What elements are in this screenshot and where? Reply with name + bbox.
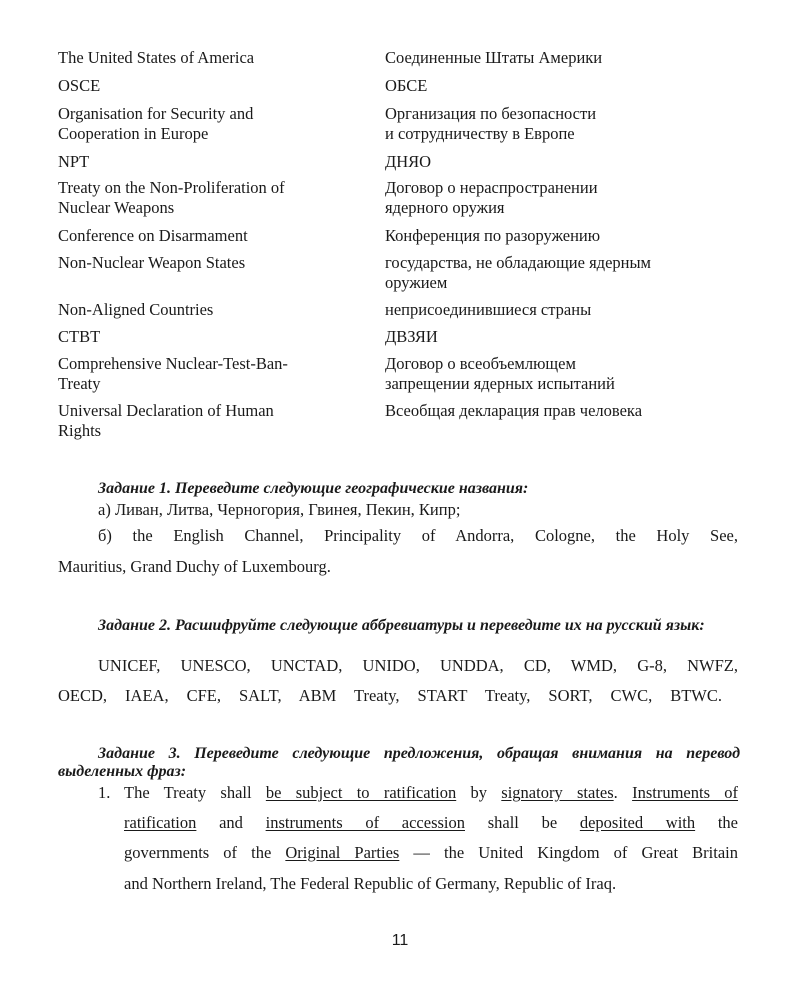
glossary-term-ru: государства, не обладающие ядерным оружием bbox=[385, 253, 651, 292]
task3-title: Задание 3. Переведите следующие предложения, обращая внимания на перевод выделенных фраз: bbox=[58, 745, 740, 780]
glossary-term-en: Non-Aligned Countries bbox=[58, 300, 214, 319]
task1-line-a: а) Ливан, Литва, Черногория, Гвинея, Пекин, Кипр; bbox=[98, 500, 461, 519]
plain-text: — the United Kingdom of Great Britain bbox=[399, 843, 738, 862]
glossary-term-en: Universal Declaration of Human Rights bbox=[58, 401, 274, 440]
task2-line2: OECD, IAEA, CFE, SALT, ABM Treaty, START Treaty, SORT, CWC, BTWC. bbox=[58, 686, 722, 705]
plain-text: governments of the bbox=[124, 843, 286, 862]
task1-title: Задание 1. Переведите следующие географические названия: bbox=[98, 480, 529, 497]
plain-text: . bbox=[613, 783, 633, 802]
task3-sentence-line3 bbox=[124, 843, 738, 863]
glossary-term-en: NPT bbox=[58, 152, 90, 171]
plain-text: shall be bbox=[465, 813, 580, 832]
glossary-term-en: OSCE bbox=[58, 76, 101, 95]
highlighted-phrase: be subject to ratification bbox=[265, 783, 457, 802]
glossary-term-ru: ОБСЕ bbox=[385, 76, 428, 95]
glossary-term-ru: неприсоединившиеся страны bbox=[385, 300, 592, 319]
task1-line-b2: Mauritius, Grand Duchy of Luxembourg. bbox=[58, 557, 331, 576]
highlighted-phrase: instruments of accession bbox=[265, 813, 465, 832]
task3-item-number: 1. bbox=[98, 783, 111, 802]
glossary-term-ru: Всеобщая декларация прав человека bbox=[385, 401, 643, 420]
task2-line1: UNICEF, UNESCO, UNCTAD, UNIDO, UNDDA, CD, WMD, G-8, NWFZ, bbox=[98, 656, 738, 675]
task3-sentence-line4: and Northern Ireland, The Federal Republic of Germany, Republic of Iraq. bbox=[124, 874, 617, 893]
glossary-term-ru: Договор о всеобъемлющем запрещении ядерных испытаний bbox=[385, 354, 615, 393]
highlighted-phrase: signatory states bbox=[501, 783, 614, 802]
glossary-term-en: Non-Nuclear Weapon States bbox=[58, 253, 246, 272]
plain-text: by bbox=[456, 783, 502, 802]
task1-line-b1: б) the English Channel, Principality of Andorra, Cologne, the Holy See, bbox=[98, 526, 738, 545]
glossary-term-en: Comprehensive Nuclear-Test-Ban- Treaty bbox=[58, 354, 288, 393]
page-number: 11 bbox=[391, 932, 409, 949]
glossary-term-en: The United States of America bbox=[58, 48, 255, 67]
highlighted-phrase: Instruments of bbox=[632, 783, 739, 802]
glossary-term-en: Organisation for Security and Cooperation in Europe bbox=[58, 104, 254, 143]
task3-sentence-line1 bbox=[124, 783, 738, 803]
plain-text: The Treaty shall bbox=[124, 783, 266, 802]
glossary-term-ru: Организация по безопасности и сотрудничеству в Европе bbox=[385, 104, 597, 143]
plain-text: and bbox=[196, 813, 266, 832]
task3-sentence-line2 bbox=[124, 813, 738, 833]
plain-text: the bbox=[695, 813, 738, 832]
glossary-term-ru: Конференция по разоружению bbox=[385, 226, 601, 245]
glossary-term-en: CTBT bbox=[58, 327, 101, 346]
highlighted-phrase: Original Parties bbox=[285, 843, 400, 862]
glossary-term-ru: Договор о нераспространении ядерного оружия bbox=[385, 178, 598, 217]
task2-title: Задание 2. Расшифруйте следующие аббревиатуры и переведите их на русский язык: bbox=[98, 617, 705, 634]
glossary-term-ru: ДВЗЯИ bbox=[385, 327, 438, 346]
highlighted-phrase: ratification bbox=[124, 813, 197, 832]
glossary-term-en: Conference on Disarmament bbox=[58, 226, 248, 245]
glossary-term-en: Treaty on the Non-Proliferation of Nuclear Weapons bbox=[58, 178, 285, 217]
glossary-term-ru: ДНЯО bbox=[385, 152, 432, 171]
highlighted-phrase: deposited with bbox=[579, 813, 696, 832]
glossary-term-ru: Соединенные Штаты Америки bbox=[385, 48, 603, 67]
